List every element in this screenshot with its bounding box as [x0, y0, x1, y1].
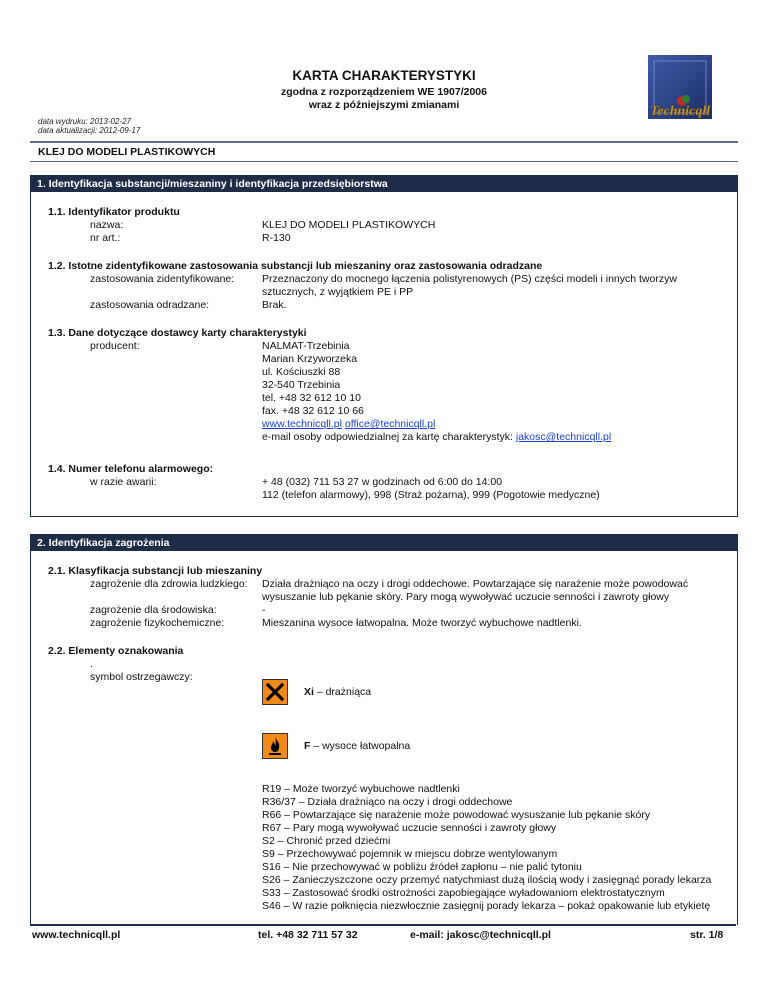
emergency-phone-line1: + 48 (032) 711 53 27 w godzinach od 6:00 do 14:00	[262, 476, 503, 488]
company-logo	[648, 55, 726, 135]
product-name-bar	[30, 141, 738, 162]
office-email-link[interactable]: office@technicqll.pl	[344, 418, 436, 430]
responsible-email-link[interactable]: jakosc@technicqll.pl	[515, 431, 612, 443]
producer-street: ul. Kościuszki 88	[262, 366, 341, 378]
producer-links	[262, 418, 435, 431]
product-name-label: nazwa:	[90, 219, 124, 231]
responsible-email-line	[262, 431, 611, 444]
website-link[interactable]: www.technicqll.pl	[262, 418, 342, 430]
harmful-x-icon	[262, 679, 288, 705]
producer-name: NALMAT-Trzebinia	[262, 340, 350, 352]
identified-uses-value-line2: sztucznych, z wyjątkiem PE i PP	[262, 286, 414, 298]
dot-marker: .	[90, 658, 93, 670]
responsible-email-label: e-mail osoby odpowiedzialnej za kartę charakterystyk:	[262, 431, 513, 443]
phrase-s46: S46 – W razie połknięcia niezwłocznie zasięgnij porady lekarza – pokaż opakowanie lub etykietę	[262, 900, 711, 912]
producer-label: producent:	[90, 340, 140, 352]
phrase-s2: S2 – Chronić przed dziećmi	[262, 835, 391, 847]
identified-uses-value-line1: Przeznaczony do mocnego łączenia polistyrenowych (PS) części modeli i innych tworzyw	[262, 273, 677, 285]
f-code: F	[304, 740, 311, 752]
document-title: KARTA CHARAKTERYSTYKI	[292, 68, 476, 83]
phrase-r67: R67 – Pary mogą wywoływać uczucie senności i zawroty głowy	[262, 822, 557, 834]
xi-label	[304, 686, 371, 699]
warning-symbol-label: symbol ostrzegawczy:	[90, 671, 193, 683]
phrase-s16: S16 – Nie przechowywać w pobliżu źródeł zapłonu – nie palić tytoniu	[262, 861, 582, 873]
physchem-hazard-value: Mieszanina wysoce łatwopalna. Może tworzyć wybuchowe nadtlenki.	[262, 617, 582, 629]
phrase-r36-37: R36/37 – Działa drażniąco na oczy i drogi oddechowe	[262, 796, 513, 808]
section-1-1-title: 1.1. Identyfikator produktu	[48, 206, 180, 218]
svg-text:Technicqll: Technicqll	[650, 104, 711, 119]
phrase-s9: S9 – Przechowywać pojemnik w miejscu dobrze wentylowanym	[262, 848, 558, 860]
producer-phone: tel. +48 32 612 10 10	[262, 392, 361, 404]
product-name-heading: KLEJ DO MODELI PLASTIKOWYCH	[38, 146, 216, 158]
f-description: – wysoce łatwopalna	[310, 740, 411, 752]
health-hazard-label: zagrożenie dla zdrowia ludzkiego:	[90, 578, 248, 590]
update-date: data aktualizacji: 2012-09-17	[38, 126, 141, 135]
emergency-label: w razie awarii:	[90, 476, 157, 488]
xi-description: – drażniąca	[313, 686, 372, 698]
document-subtitle-regulation: zgodna z rozporządzeniem WE 1907/2006	[281, 86, 487, 98]
document-subtitle-amendments: wraz z późniejszymi zmianami	[308, 99, 460, 111]
flame-icon	[262, 733, 288, 759]
phrase-r66: R66 – Powtarzające się narażenie może powodować wysuszanie lub pękanie skóry	[262, 809, 651, 821]
page-number: str. 1/8	[690, 929, 724, 941]
section-2-2-title: 2.2. Elementy oznakowania	[48, 645, 184, 657]
phrase-s33: S33 – Zastosować środki ostrożności zapobiegające wyładowaniom elektrostatycznym	[262, 887, 665, 899]
footer-divider	[30, 924, 736, 926]
article-number-value: R-130	[262, 232, 291, 244]
section-2-title: 2. Identyfikacja zagrożenia	[31, 535, 737, 551]
identified-uses-label: zastosowania zidentyfikowane:	[90, 273, 235, 285]
article-number-label: nr art.:	[90, 232, 121, 244]
emergency-phone-line2: 112 (telefon alarmowy), 998 (Straż pożarna), 999 (Pogotowie medyczne)	[262, 489, 600, 501]
print-date: data wydruku: 2013-02-27	[38, 117, 131, 126]
health-hazard-value-line1: Działa drażniąco na oczy i drogi oddechowe. Powtarzające się narażenie może powodować	[262, 578, 689, 590]
phrase-s26: S26 – Zanieczyszczone oczy przemyć natychmiast dużą ilością wody i zasięgnąć porady lekarza	[262, 874, 712, 886]
physchem-hazard-label: zagrożenie fizykochemiczne:	[90, 617, 225, 629]
section-2-1-title: 2.1. Klasyfikacja substancji lub mieszaniny	[48, 565, 263, 577]
uses-advised-against-label: zastosowania odradzane:	[90, 299, 210, 311]
section-1-2-title: 1.2. Istotne zidentyfikowane zastosowania substancji lub mieszaniny oraz zastosowania odradzane	[48, 260, 543, 272]
footer-phone: tel. +48 32 711 57 32	[258, 929, 358, 941]
producer-contact-person: Marian Krzyworzeka	[262, 353, 358, 365]
xi-code: Xi	[304, 686, 314, 698]
section-1-3-title: 1.3. Dane dotyczące dostawcy karty charakterystyki	[48, 327, 307, 339]
product-name-value: KLEJ DO MODELI PLASTIKOWYCH	[262, 219, 436, 231]
uses-advised-against-value: Brak.	[262, 299, 287, 311]
footer-email[interactable]: e-mail: jakosc@technicqll.pl	[410, 929, 551, 941]
producer-city: 32-540 Trzebinia	[262, 379, 341, 391]
producer-fax: fax. +48 32 612 10 66	[262, 405, 364, 417]
phrase-r19: R19 – Może tworzyć wybuchowe nadtlenki	[262, 783, 460, 795]
section-1-title: 1. Identyfikacja substancji/mieszaniny i identyfikacja przedsiębiorstwa	[31, 176, 737, 192]
footer-website[interactable]: www.technicqll.pl	[32, 929, 121, 941]
environment-hazard-label: zagrożenie dla środowiska:	[90, 604, 217, 616]
f-label	[304, 740, 410, 753]
health-hazard-value-line2: wysuszanie lub pękanie skóry. Pary mogą wywoływać uczucie senności i zawroty głowy	[262, 591, 670, 603]
section-1-4-title: 1.4. Numer telefonu alarmowego:	[48, 463, 214, 475]
environment-hazard-value: -	[262, 604, 266, 616]
